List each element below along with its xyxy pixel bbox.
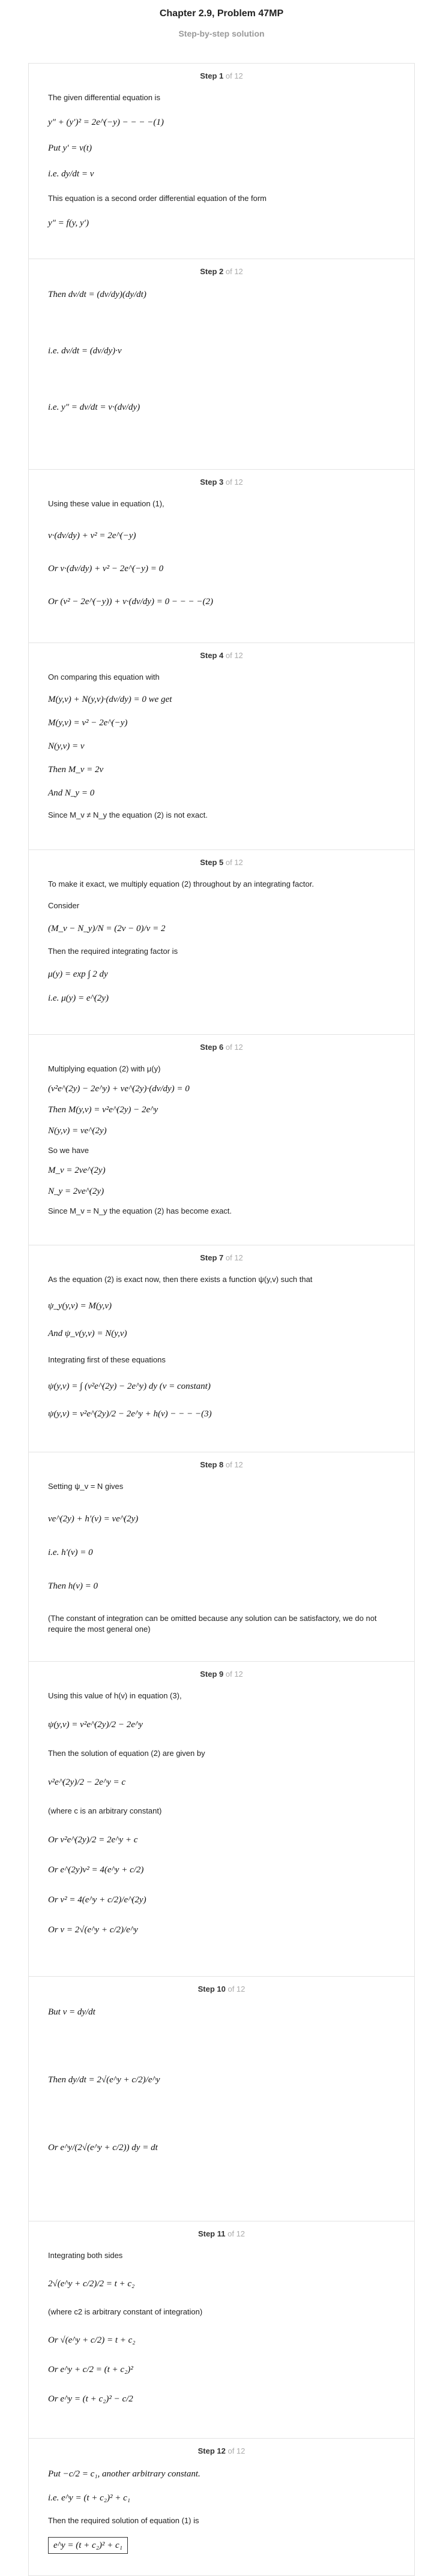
step-equation: Then M_v = 2v xyxy=(48,765,104,774)
step-equation: y″ + (y′)² = 2e^(−y) − − − −(1) xyxy=(48,118,164,127)
step-count: of 12 xyxy=(225,478,243,487)
step-count: of 12 xyxy=(225,1460,243,1469)
step-count: of 12 xyxy=(228,2446,246,2455)
step-equation: Or v²e^(2y)/2 = 2e^y + c xyxy=(48,1835,138,1845)
steps-container xyxy=(28,63,415,2576)
step-label: Step 3 xyxy=(200,478,224,487)
step-equation: Or e^y = (t + c₂)² − c/2 xyxy=(48,2394,133,2404)
step-equation: Or e^y + c/2 = (t + c₂)² xyxy=(48,2365,133,2374)
step-text: (where c2 is arbitrary constant of integration) xyxy=(48,2307,203,2316)
step-label: Step 1 xyxy=(200,71,224,80)
step-heading xyxy=(48,1983,395,1996)
step-equation: Then h(v) = 0 xyxy=(48,1581,98,1591)
step-count: of 12 xyxy=(225,858,243,867)
step-text: Consider xyxy=(48,901,80,910)
step-heading xyxy=(48,856,395,869)
step-heading xyxy=(48,265,395,278)
step-heading xyxy=(48,2445,395,2458)
step-equation: Or e^y/(2√(e^y + c/2)) dy = dt xyxy=(48,2143,158,2152)
step-heading xyxy=(48,1458,395,1472)
step-equation: (v²e^(2y) − 2e^y) + ve^(2y)·(dv/dy) = 0 xyxy=(48,1084,190,1094)
step-heading xyxy=(48,476,395,489)
step-text: Setting ψ_v = N gives xyxy=(48,1482,124,1491)
step-label: Step 5 xyxy=(200,858,224,867)
step-card xyxy=(28,1662,415,1977)
step-heading xyxy=(48,70,395,83)
step-text: The given differential equation is xyxy=(48,93,160,102)
step-text: Then the required integrating factor is xyxy=(48,947,178,956)
step-count: of 12 xyxy=(225,1253,243,1262)
page-title: Chapter 2.9, Problem 47MP xyxy=(159,8,284,19)
step-equation: i.e. dv/dt = (dv/dy)·v xyxy=(48,346,122,356)
step-label: Step 8 xyxy=(200,1460,224,1469)
step-card xyxy=(28,1452,415,1662)
step-text: So we have xyxy=(48,1146,89,1155)
page-header xyxy=(0,0,443,58)
step-heading xyxy=(48,1251,395,1265)
step-count: of 12 xyxy=(228,2229,246,2238)
step-equation: Then dv/dt = (dv/dy)(dy/dt) xyxy=(48,290,146,299)
step-equation: ψ(y,v) = v²e^(2y)/2 − 2e^y xyxy=(48,1720,143,1730)
step-text: Then the required solution of equation (1) is xyxy=(48,2516,199,2525)
step-equation: v²e^(2y)/2 − 2e^y = c xyxy=(48,1778,126,1787)
step-label: Step 4 xyxy=(200,651,224,660)
step-equation: Put y′ = v(t) xyxy=(48,143,92,153)
page-subtitle: Step-by-step solution xyxy=(178,29,265,38)
step-equation: i.e. h′(v) = 0 xyxy=(48,1548,93,1557)
step-equation: ψ(y,v) = ∫ (v²e^(2y) − 2e^y) dy (v = constant) xyxy=(48,1382,211,1391)
step-equation: Put −c/2 = c₁, another arbitrary constant. xyxy=(48,2469,200,2479)
step-equation: i.e. e^y = (t + c₂)² + c₁ xyxy=(48,2493,130,2503)
step-text: Integrating both sides xyxy=(48,2251,123,2260)
step-equation: N(y,v) = v xyxy=(48,741,85,751)
final-answer xyxy=(48,2537,395,2554)
step-count: of 12 xyxy=(225,71,243,80)
step-text: (where c is an arbitrary constant) xyxy=(48,1806,162,1815)
step-card xyxy=(28,2221,415,2439)
step-equation: ve^(2y) + h′(v) = ve^(2y) xyxy=(48,1514,139,1524)
step-heading xyxy=(48,1668,395,1681)
step-text: On comparing this equation with xyxy=(48,672,160,681)
step-equation: Then dy/dt = 2√(e^y + c/2)/e^y xyxy=(48,2075,160,2085)
step-equation: i.e. y″ = dv/dt = v·(dv/dy) xyxy=(48,403,140,412)
step-card xyxy=(28,2439,415,2576)
step-equation: But v = dy/dt xyxy=(48,2007,95,2017)
step-label: Step 2 xyxy=(200,267,224,276)
step-equation: Or v = 2√(e^y + c/2)/e^y xyxy=(48,1925,138,1935)
step-count: of 12 xyxy=(225,1043,243,1052)
step-label: Step 6 xyxy=(200,1043,224,1052)
step-equation: Or v·(dv/dy) + v² − 2e^(−y) = 0 xyxy=(48,564,164,574)
step-text: Using these value in equation (1), xyxy=(48,499,164,508)
step-equation: Or (v² − 2e^(−y)) + v·(dv/dy) = 0 − − − −(2) xyxy=(48,597,214,607)
step-equation: i.e. μ(y) = e^(2y) xyxy=(48,993,109,1003)
step-equation: N_y = 2ve^(2y) xyxy=(48,1187,104,1196)
step-equation: i.e. dy/dt = v xyxy=(48,169,94,179)
step-text: Using this value of h(v) in equation (3), xyxy=(48,1691,182,1700)
step-label: Step 10 xyxy=(197,1984,226,1993)
step-count: of 12 xyxy=(225,267,243,276)
step-card xyxy=(28,643,415,850)
step-label: Step 9 xyxy=(200,1670,224,1679)
step-equation: Or √(e^y + c/2) = t + c₂ xyxy=(48,2335,136,2345)
step-label: Step 7 xyxy=(200,1253,224,1262)
step-equation: M(y,v) = v² − 2e^(−y) xyxy=(48,718,128,728)
step-heading xyxy=(48,649,395,662)
step-equation: y″ = f(y, y′) xyxy=(48,218,89,228)
step-count: of 12 xyxy=(225,1670,243,1679)
step-equation: ψ(y,v) = v²e^(2y)/2 − 2e^y + h(v) − − − −(3) xyxy=(48,1409,212,1419)
step-equation: ψ_y(y,v) = M(y,v) xyxy=(48,1301,112,1311)
step-card xyxy=(28,259,415,470)
step-equation: M(y,v) + N(y,v)·(dv/dy) = 0 we get xyxy=(48,695,172,704)
step-heading xyxy=(48,2227,395,2241)
step-equation: (M_v − N_y)/N = (2v − 0)/v = 2 xyxy=(48,924,166,933)
step-text: Integrating first of these equations xyxy=(48,1355,166,1364)
step-equation: And ψ_v(y,v) = N(y,v) xyxy=(48,1329,127,1338)
step-text: To make it exact, we multiply equation (2) throughout by an integrating factor. xyxy=(48,879,314,888)
boxed-equation: e^y = (t + c₂)² + c₁ xyxy=(48,2537,128,2554)
step-card xyxy=(28,850,415,1035)
step-count: of 12 xyxy=(228,1984,246,1993)
step-equation: 2√(e^y + c/2)/2 = t + c₂ xyxy=(48,2279,135,2289)
step-text: (The constant of integration can be omitted because any solution can be satisfactory, we do not require the most general one) xyxy=(48,1614,377,1634)
step-card xyxy=(28,1035,415,1245)
step-equation: v·(dv/dy) + v² = 2e^(−y) xyxy=(48,531,136,541)
step-text: Since M_v ≠ N_y the equation (2) is not exact. xyxy=(48,810,208,819)
step-equation: Or v² = 4(e^y + c/2)/e^(2y) xyxy=(48,1895,146,1905)
step-text: This equation is a second order differential equation of the form xyxy=(48,194,267,203)
step-equation: Or e^(2y)v² = 4(e^y + c/2) xyxy=(48,1865,144,1875)
step-card xyxy=(28,1977,415,2221)
step-text: Multiplying equation (2) with μ(y) xyxy=(48,1064,161,1073)
step-label: Step 12 xyxy=(197,2446,226,2455)
step-text: Since M_v = N_y the equation (2) has become exact. xyxy=(48,1206,232,1215)
step-equation: μ(y) = exp ∫ 2 dy xyxy=(48,969,108,979)
step-card xyxy=(28,470,415,643)
step-equation: Then M(y,v) = v²e^(2y) − 2e^y xyxy=(48,1105,158,1115)
step-equation: And N_y = 0 xyxy=(48,788,95,798)
step-label: Step 11 xyxy=(197,2229,226,2238)
step-heading xyxy=(48,1041,395,1054)
step-text: Then the solution of equation (2) are given by xyxy=(48,1749,205,1758)
step-equation: M_v = 2ve^(2y) xyxy=(48,1166,106,1175)
step-equation: N(y,v) = ve^(2y) xyxy=(48,1126,107,1136)
step-card xyxy=(28,63,415,259)
step-text: As the equation (2) is exact now, then there exists a function ψ(y,v) such that xyxy=(48,1275,313,1284)
step-card xyxy=(28,1245,415,1452)
step-count: of 12 xyxy=(225,651,243,660)
